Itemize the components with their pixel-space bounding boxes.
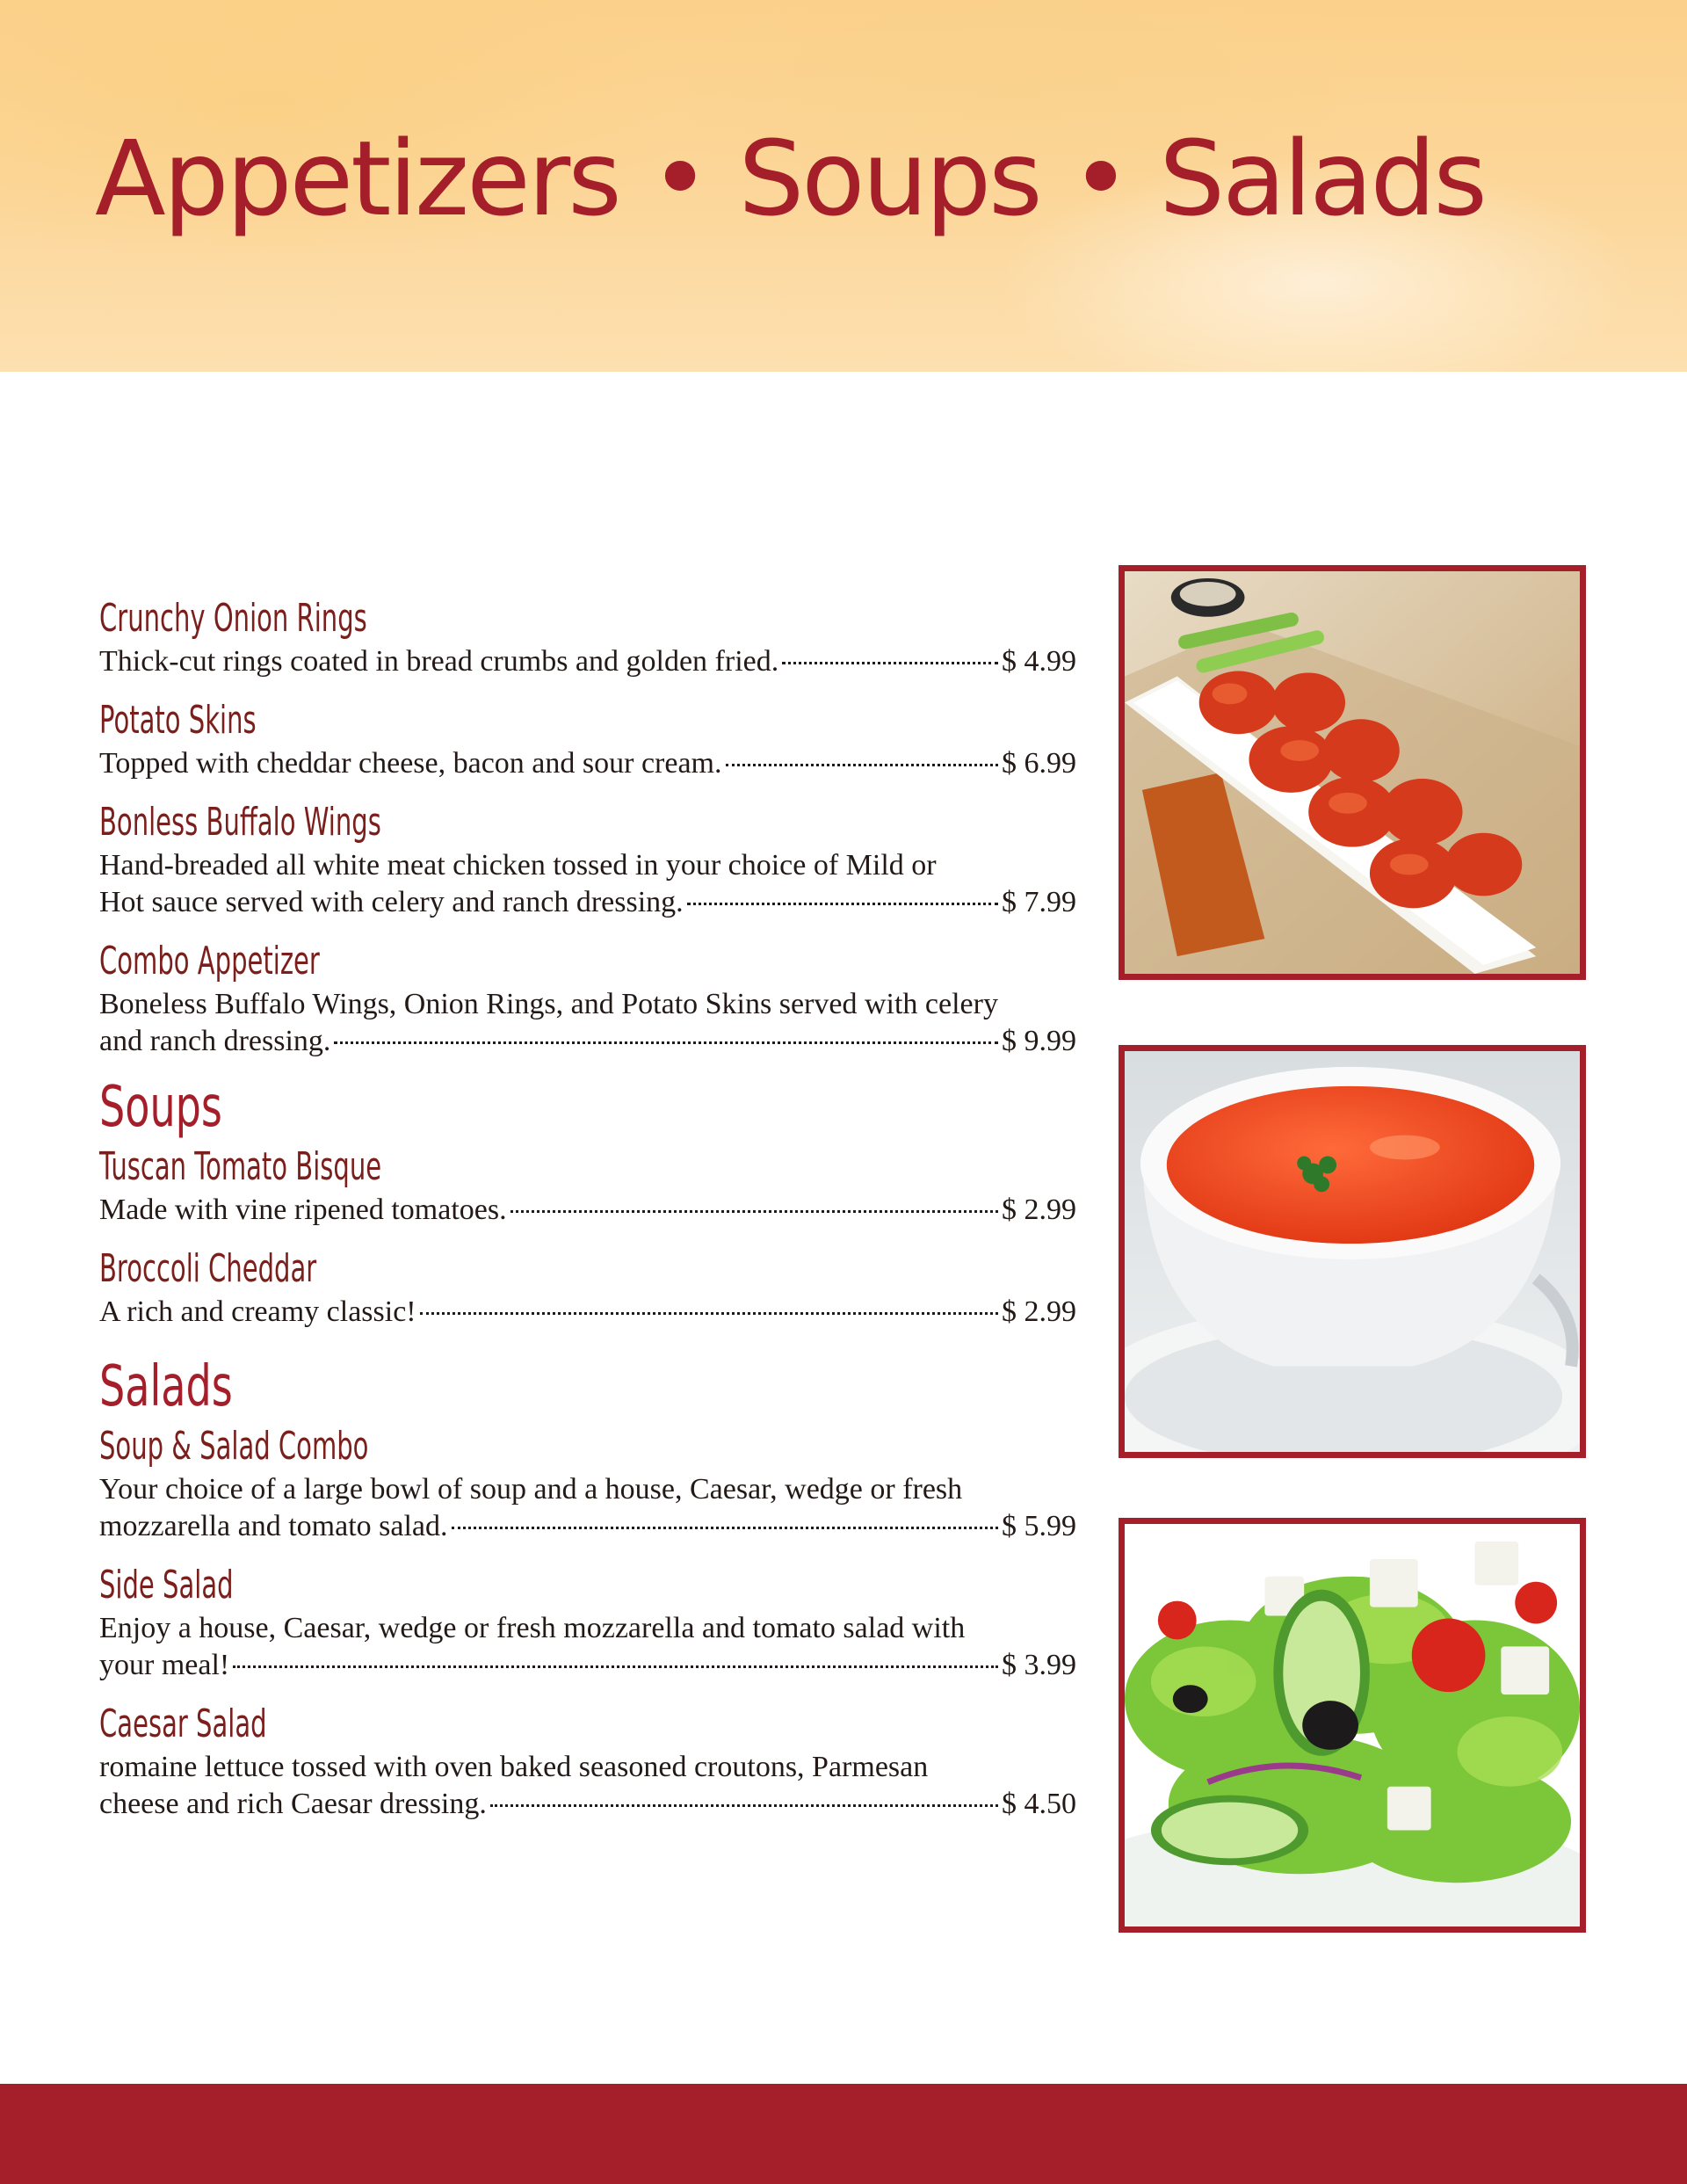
description-line: romaine lettuce tossed with oven baked seasoned croutons, Parmesan — [99, 1751, 929, 1783]
menu-item-name: Crunchy Onion Rings — [99, 596, 367, 641]
menu-item-price: $ 2.99 — [1002, 1295, 1076, 1328]
description-line: Boneless Buffalo Wings, Onion Rings, and Potato Skins served with celery — [99, 988, 998, 1020]
menu-item-description — [99, 745, 1076, 782]
menu-item — [99, 1561, 1076, 1684]
menu-item — [99, 594, 1076, 680]
description-line: mozzarella and tomato salad. — [99, 1510, 448, 1542]
garden-salad-photo — [1119, 1518, 1586, 1933]
dot-leader — [452, 1527, 999, 1529]
menu-item-price: $ 5.99 — [1002, 1510, 1076, 1542]
header-banner — [0, 0, 1687, 372]
menu-item — [99, 798, 1076, 921]
menu-item — [99, 1700, 1076, 1823]
dot-leader — [782, 662, 998, 664]
description-price-line — [99, 1192, 1076, 1229]
description-line: Hand-breaded all white meat chicken tossed in your choice of Mild or — [99, 849, 937, 882]
menu-item-name: Combo Appetizer — [99, 939, 320, 983]
menu-item-description — [99, 1192, 1076, 1229]
description-price-line — [99, 1508, 1076, 1545]
menu-item — [99, 937, 1076, 1060]
description-line: Thick-cut rings coated in bread crumbs and golden fried. — [99, 645, 779, 678]
description-line: and ranch dressing. — [99, 1025, 331, 1057]
menu-item-name: Broccoli Cheddar — [99, 1246, 317, 1291]
menu-item-price: $ 4.50 — [1002, 1788, 1076, 1820]
dot-leader — [490, 1804, 998, 1807]
description-price-line — [99, 884, 1076, 921]
dot-leader — [726, 764, 999, 766]
menu-item-name: Caesar Salad — [99, 1701, 267, 1746]
section-heading: Salads — [99, 1354, 233, 1419]
section-heading: Soups — [99, 1075, 222, 1140]
description-price-line — [99, 1786, 1076, 1823]
menu-item-description — [99, 1749, 1076, 1823]
description-price-line — [99, 1647, 1076, 1684]
menu-item-description — [99, 1471, 1076, 1545]
description-line: Hot sauce served with celery and ranch dressing. — [99, 886, 684, 918]
menu-item-price: $ 7.99 — [1002, 886, 1076, 918]
dot-leader — [420, 1312, 998, 1315]
description-price-line — [99, 745, 1076, 782]
menu-item-price: $ 9.99 — [1002, 1025, 1076, 1057]
menu-item — [99, 1143, 1076, 1229]
menu-item-price: $ 6.99 — [1002, 747, 1076, 780]
description-line: Enjoy a house, Caesar, wedge or fresh mozzarella and tomato salad with — [99, 1612, 966, 1644]
menu-item-price: $ 2.99 — [1002, 1194, 1076, 1226]
menu-item-description — [99, 1610, 1076, 1684]
menu-item-price: $ 4.99 — [1002, 645, 1076, 678]
dot-leader — [510, 1210, 998, 1213]
menu-item-name: Bonless Buffalo Wings — [99, 800, 381, 845]
tomato-soup-photo — [1119, 1045, 1586, 1458]
menu-item-name: Potato Skins — [99, 698, 257, 743]
menu-item-name: Tuscan Tomato Bisque — [99, 1144, 382, 1189]
description-line: your meal! — [99, 1649, 230, 1681]
menu-list — [99, 594, 1076, 1839]
page-title: Appetizers • Soups • Salads — [95, 118, 1485, 239]
menu-item — [99, 696, 1076, 782]
menu-item-name: Side Salad — [99, 1563, 234, 1607]
menu-item — [99, 1422, 1076, 1545]
dot-leader — [334, 1041, 998, 1044]
description-price-line — [99, 643, 1076, 680]
description-line: Topped with cheddar cheese, bacon and sour cream. — [99, 747, 722, 780]
description-line: Made with vine ripened tomatoes. — [99, 1194, 507, 1226]
menu-item-description — [99, 847, 1076, 921]
menu-item-description — [99, 986, 1076, 1060]
buffalo-wings-photo — [1119, 565, 1586, 980]
menu-item-description — [99, 643, 1076, 680]
dot-leader — [687, 903, 998, 905]
dot-leader — [233, 1665, 998, 1668]
description-line: A rich and creamy classic! — [99, 1295, 416, 1328]
menu-item-price: $ 3.99 — [1002, 1649, 1076, 1681]
description-price-line — [99, 1023, 1076, 1060]
menu-item-name: Soup & Salad Combo — [99, 1424, 369, 1469]
description-price-line — [99, 1294, 1076, 1331]
description-line: Your choice of a large bowl of soup and a house, Caesar, wedge or fresh — [99, 1473, 963, 1506]
menu-item-description — [99, 1294, 1076, 1331]
footer-bar — [0, 2084, 1687, 2184]
description-line: cheese and rich Caesar dressing. — [99, 1788, 487, 1820]
menu-item — [99, 1244, 1076, 1331]
